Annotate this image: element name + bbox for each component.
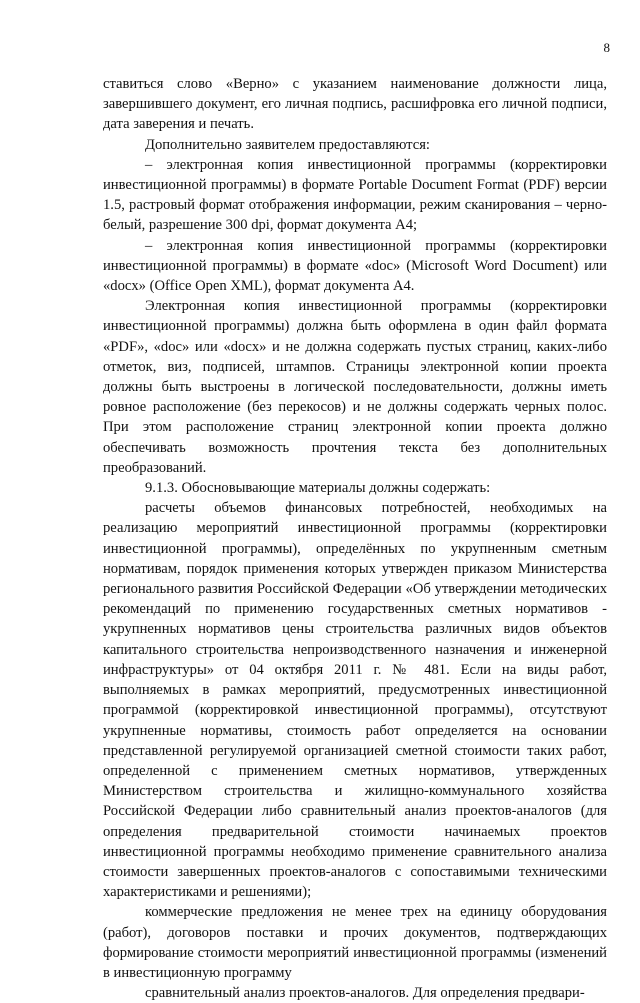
paragraph-2: Дополнительно заявителем предоставляются: [145, 136, 430, 153]
paragraph-6: 9.1.3. Обосновывающие материалы должны содержать: [145, 480, 491, 497]
paragraph-8: коммерческие предложения не менее трех на единицу оборудования (работ), договоров поставки и прочих документов, подтверждающих формирование стоимости мероприятий инвестиционной программы (изменений в инвестиционную программу [103, 904, 607, 981]
paragraph-5: Электронная копия инвестиционной программы (корректировки инвестиционной программы) должна быть оформлена в один файл формата «PDF», «doc» или «docx» и не должна содержать пустых страниц, каких-либо отметок, виз, подписей, штампов. Страницы электронной копии проекта должны быть выстроены в логической последовательности, должны иметь ровное расположение (без перекосов) и не должны содержать черных полос. При этом расположение страниц электронной копии проекта должно обеспечивать возможность прочтения текста без дополнительных преобразований. [103, 298, 607, 476]
paragraph-4: – электронная копия инвестиционной программы (корректировки инвестиционной программы) в формате «doc» (Microsoft Word Document) или «docx» (Office Open XML), формат документа А4. [103, 237, 607, 295]
paragraph-1: ставиться слово «Верно» с указанием наименование должности лица, завершившего документ, его личная подпись, расшифровка его личной подписи, дата заверения и печать. [103, 76, 607, 133]
document-body [103, 74, 607, 1003]
page-number: 8 [603, 40, 610, 55]
paragraph-7: расчеты объемов финансовых потребностей, необходимых на реализацию мероприятий инвестиционной программы (корректировки инвестиционной программы), определённых по укрупненным сметным нормативам, порядок применения которых утвержден приказом Министерства регионального развития Российской Федерации «Об утверждении методических рекомендаций по применению государственных сметных нормативов - укрупненных нормативов цены строительства различных видов объектов капитального строительства непроизводственного назначения и инженерной инфраструктуры» от 04 октября 2011 г. № 481. Если на виды работ, выполняемых в рамках мероприятий, предусмотренных инвестиционной программой (корректировкой инвестиционной программы), отсутствуют укрупненные нормативы, стоимость работ определяется на основании представленной регулируемой организацией сметной стоимости таких работ, определенной с применением сметных нормативов, утвержденных Министерством строительства и жилищно-коммунального хозяйства Российской Федерации либо сравнительный анализ проектов-аналогов (для определения предварительной стоимости начинаемых проектов инвестиционной программы необходимо применение сравнительного анализа стоимости завершенных проектов-аналогов с сопоставимыми техническими характеристиками и решениями); [103, 500, 607, 901]
paragraph-3: – электронная копия инвестиционной программы (корректировки инвестиционной программы) в формате Portable Document Format (PDF) версии 1.5, растровый формат отображения информации, режим сканирования – черно-белый, разрешение 300 dpi, формат документа А4; [103, 156, 607, 234]
paragraph-9: сравнительный анализ проектов-аналогов. Для определения предвари- [145, 985, 585, 1002]
